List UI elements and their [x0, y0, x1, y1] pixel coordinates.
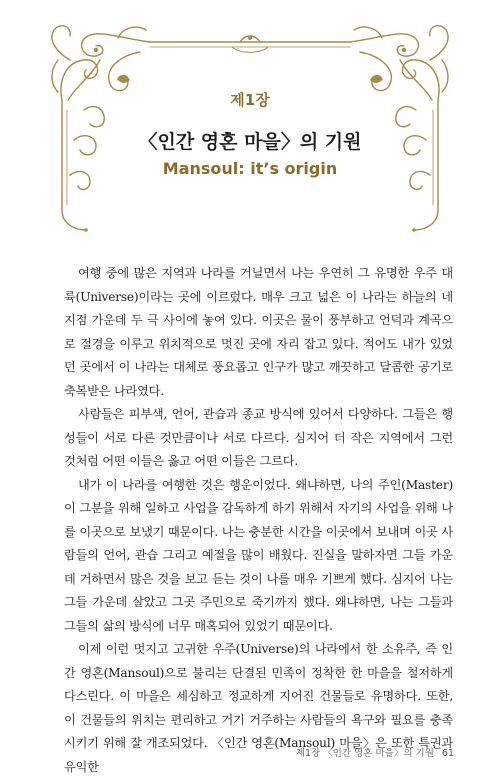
ornamental-frame [0, 0, 500, 240]
chapter-title: 〈인간 영혼 마을〉의 기원 [138, 131, 362, 153]
chapter-subtitle: Mansoul: it’s origin [162, 159, 338, 178]
page-number: 61 [441, 748, 454, 759]
paragraph: 사람들은 피부색, 언어, 관습과 종교 방식에 있어서 다양하다. 그들은 행성들이 서로 다른 것만큼이나 서로 다르다. 심지어 더 작은 지역에서 그런 것처럼 어떤 이들은 옳고 어떤 이들은 그르다. [64, 407, 453, 468]
body-text [64, 262, 453, 779]
chapter-number: 제1장 [230, 91, 270, 109]
paragraph: 여행 중에 많은 지역과 나라를 거닐면서 나는 우연히 그 유명한 우주 대륙(Universe)이라는 곳에 이르렀다. 매우 크고 넓은 이 나라는 하늘의 네 지점 가운데 두 극 사이에 놓여 있다. 이곳은 물이 풍부하고 언덕과 계곡으로 절경을 이루고 위치적으로 멋진 곳에 자리 잡고 있다. 적어도 내가 있었던 곳에서 이 나라는 대체로 풍요롭고 인구가 많고 깨끗하고 달콤한 공기로 축복받은 나라였다. [64, 266, 453, 398]
paragraph: 내가 이 나라를 여행한 것은 행운이었다. 왜냐하면, 나의 주인(Master)이 그분을 위해 일하고 사업을 감독하게 하기 위해서 자기의 사업을 위해 나를 이곳으로 보냈기 때문이다. 나는 충분한 시간을 이곳에서 보내며 이곳 사람들의 언어, 관습 그리고 예절을 많이 배웠다. 진실을 말하자면 그들 가운데 거하면서 많은 것을 보고 듣는 것이 나를 매우 기쁘게 했다. 심지어 나는 그들 가운데 살았고 그곳 주민으로 죽기까지 했다. 왜냐하면, 나는 그들과 그들의 삶의 방식에 너무 매혹되어 있었기 때문이다. [64, 477, 453, 633]
paragraph: 이제 이런 멋지고 고귀한 우주(Universe)의 나라에서 한 소유주, 즉 인간 영혼(Mansoul)으로 불리는 단결된 민족이 정착한 한 마을을 철저하게 다스린다. 이 마을은 세심하고 정교하게 지어진 건물들로 유명하다. 또한, 이 건물들의 위치는 편리하고 거기 거주하는 사람들의 욕구와 필요를 충족시키기 위해 잘 개조되었다. 〈인간 영혼(Mansoul) 마을〉은 또한 특권과 유익한 [64, 642, 453, 774]
page-footer [296, 745, 454, 759]
running-title: 제1장 〈인간 영혼 마을〉의 기원 [295, 748, 434, 759]
